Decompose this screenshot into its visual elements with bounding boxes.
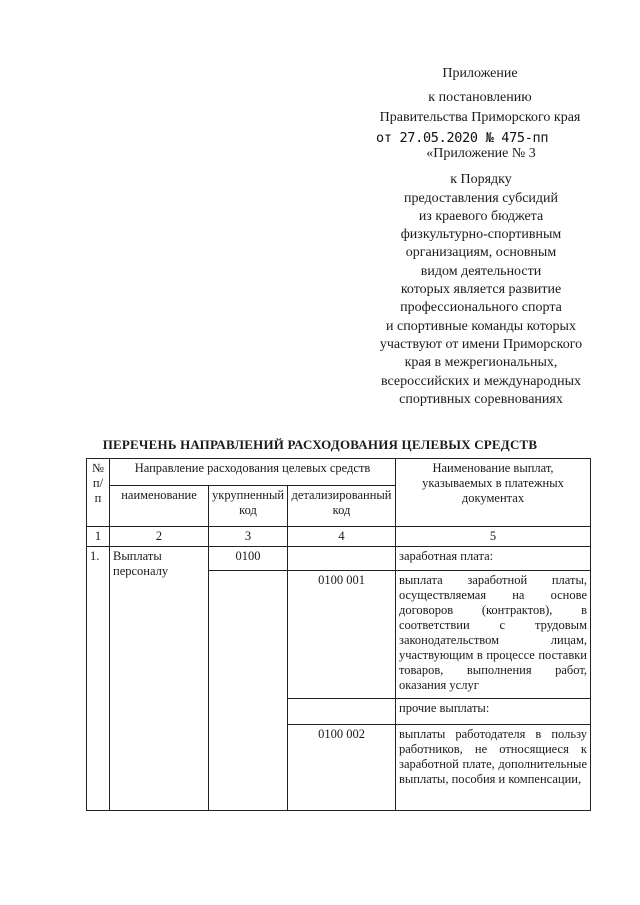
- header-direction: Направление расходования целевых средств: [110, 459, 396, 486]
- expenditure-table: [86, 458, 591, 811]
- header-detailed-code: детализированный код: [288, 486, 396, 527]
- row-num: 1.: [87, 547, 110, 811]
- col-number: 2: [110, 527, 209, 547]
- row-detailed-code: [288, 699, 396, 725]
- row-payment-text: прочие выплаты:: [396, 699, 591, 725]
- row-payment-text: заработная плата:: [396, 547, 591, 571]
- col-number: 4: [288, 527, 396, 547]
- row-detailed-code: 0100 002: [288, 725, 396, 811]
- annex-line: видом деятельности: [420, 263, 542, 279]
- row-detailed-code: [288, 547, 396, 571]
- row-payment-text: выплата заработной платы, осуществляемая на основе договоров (контрактов), в соответствии с трудовым законодательством лицам, участвующим в процессе поставки товаров, выполнения работ, оказания услуг: [396, 571, 591, 699]
- annex-line: физкультурно-спортивным: [400, 227, 562, 243]
- annex-title: «Приложение № 3: [426, 146, 536, 161]
- col-number: 3: [209, 527, 288, 547]
- col-number: 5: [396, 527, 591, 547]
- annex-line: спортивных соревнованиях: [399, 391, 563, 407]
- row-payment-text: выплаты работодателя в пользу работников, не относящиеся к заработной плате, дополнительные выплаты, пособия и компенсации,: [396, 725, 591, 811]
- row-detailed-code: 0100 001: [288, 571, 396, 699]
- annex-line: предоставления субсидий: [403, 190, 559, 206]
- header-payment-name: Наименование выплат, указываемых в платежных документах: [396, 459, 591, 527]
- header-name: наименование: [110, 486, 209, 527]
- annex-line: участвуют от имени Приморского: [379, 336, 583, 352]
- annex-line: организациям, основным: [405, 245, 557, 261]
- annex-line: профессионального спорта: [400, 300, 562, 316]
- date-number-stamp: от 27.05.2020 № 475-пп: [376, 130, 549, 146]
- table-row: [87, 547, 591, 571]
- approval-line: Правительства Приморского края: [379, 110, 581, 125]
- annex-line: края в межрегиональных,: [404, 355, 558, 371]
- header-consolidated-code: укрупненный код: [209, 486, 288, 527]
- row-consolidated-code: 0100: [209, 547, 288, 571]
- annex-line: из краевого бюджета: [418, 208, 544, 224]
- annex-line: к Порядку: [450, 172, 512, 188]
- header-num: № п/п: [87, 459, 110, 527]
- annex-line: всероссийских и международных: [380, 373, 582, 389]
- row-name: Выплаты персоналу: [110, 547, 209, 811]
- row-consolidated-code: [209, 571, 288, 811]
- approval-line: к постановлению: [428, 90, 532, 105]
- annex-block: [362, 145, 600, 409]
- annex-line: которых является развитие: [400, 282, 562, 298]
- annex-line: и спортивные команды которых: [386, 318, 576, 334]
- approval-title: Приложение: [442, 66, 518, 81]
- col-number: 1: [87, 527, 110, 547]
- approval-block: [360, 64, 600, 128]
- document-title: ПЕРЕЧЕНЬ НАПРАВЛЕНИЙ РАСХОДОВАНИЯ ЦЕЛЕВЫХ СРЕДСТВ: [102, 437, 538, 452]
